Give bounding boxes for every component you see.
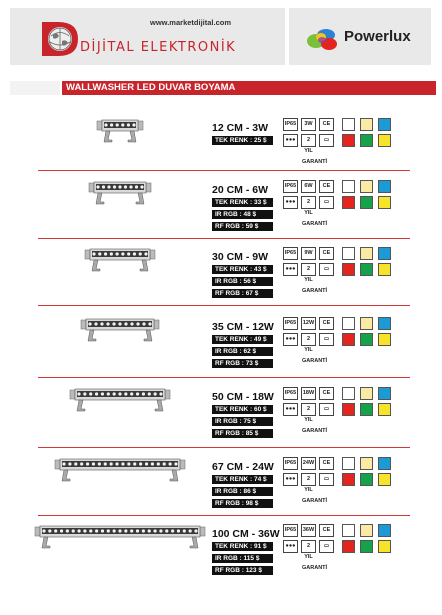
color-swatch <box>360 317 373 330</box>
product-title: 20 CM - 6W <box>212 184 269 196</box>
color-swatch <box>360 333 373 346</box>
price-rf-rgb: RF RGB : 67 $ <box>212 289 273 298</box>
color-swatch <box>378 524 391 537</box>
color-swatch <box>378 473 391 486</box>
led-icon: ●●● <box>283 473 298 486</box>
product-title: 30 CM - 9W <box>212 251 269 263</box>
color-swatch <box>378 134 391 147</box>
color-swatch <box>378 263 391 276</box>
row-divider <box>38 447 410 448</box>
price-single-color: TEK RENK : 91 $ <box>212 542 273 551</box>
color-swatch <box>360 196 373 209</box>
price-rf-rgb: RF RGB : 59 $ <box>212 222 273 231</box>
ip65-icon: IP65 <box>283 118 298 131</box>
switch-icon: ▭ <box>319 196 334 209</box>
color-swatch <box>342 134 355 147</box>
price-ir-rgb: IR RGB : 75 $ <box>212 417 273 426</box>
color-swatch <box>360 457 373 470</box>
warranty-badge: 2 YIL GARANTİ <box>301 134 316 147</box>
switch-icon: ▭ <box>319 403 334 416</box>
color-swatch <box>360 387 373 400</box>
price-rf-rgb: RF RGB : 123 $ <box>212 566 273 575</box>
price-single-color: TEK RENK : 49 $ <box>212 335 273 344</box>
led-icon: ●●● <box>283 540 298 553</box>
warranty-badge: 2 YIL GARANTİ <box>301 403 316 416</box>
warranty-badge: 2 YIL GARANTİ <box>301 540 316 553</box>
switch-icon: ▭ <box>319 473 334 486</box>
price-ir-rgb: IR RGB : 48 $ <box>212 210 273 219</box>
price-ir-rgb: IR RGB : 115 $ <box>212 554 273 563</box>
watt-badge: 3W <box>301 118 316 131</box>
color-swatch <box>342 180 355 193</box>
watt-badge: 36W <box>301 524 316 537</box>
color-swatch <box>342 403 355 416</box>
row-divider <box>38 515 410 516</box>
header-url[interactable]: www.marketdijital.com <box>150 18 231 27</box>
product-title: 50 CM - 18W <box>212 391 274 403</box>
color-swatch <box>342 247 355 260</box>
product-title: 67 CM - 24W <box>212 461 274 473</box>
product-title: 12 CM - 3W <box>212 122 269 134</box>
switch-icon: ▭ <box>319 333 334 346</box>
price-single-color: TEK RENK : 43 $ <box>212 265 273 274</box>
partner-name: Powerlux <box>344 28 411 45</box>
led-icon: ●●● <box>283 196 298 209</box>
color-swatch <box>342 263 355 276</box>
price-rf-rgb: RF RGB : 98 $ <box>212 499 273 508</box>
color-swatch <box>342 540 355 553</box>
ce-icon: CE <box>319 180 334 193</box>
ce-icon: CE <box>319 247 334 260</box>
ce-icon: CE <box>319 524 334 537</box>
color-swatch <box>342 387 355 400</box>
color-swatch <box>342 196 355 209</box>
warranty-badge: 2 YIL GARANTİ <box>301 263 316 276</box>
price-single-color: TEK RENK : 33 $ <box>212 198 273 207</box>
row-divider <box>38 377 410 378</box>
watt-badge: 18W <box>301 387 316 400</box>
price-single-color: TEK RENK : 60 $ <box>212 405 273 414</box>
wallwasher-lamp-icon <box>69 387 171 419</box>
warranty-badge: 2 YIL GARANTİ <box>301 473 316 486</box>
color-swatch <box>360 247 373 260</box>
color-swatch <box>378 387 391 400</box>
color-swatch <box>360 473 373 486</box>
row-divider <box>38 305 410 306</box>
product-title: 100 CM - 36W <box>212 528 280 540</box>
ip65-icon: IP65 <box>283 524 298 537</box>
row-divider <box>38 238 410 239</box>
banner-lead <box>10 81 60 95</box>
ip65-icon: IP65 <box>283 457 298 470</box>
dijital-logo-icon <box>38 20 80 58</box>
product-title: 35 CM - 12W <box>212 321 274 333</box>
section-title: WALLWASHER LED DUVAR BOYAMA <box>66 82 236 93</box>
ce-icon: CE <box>319 457 334 470</box>
led-icon: ●●● <box>283 263 298 276</box>
color-swatch <box>378 403 391 416</box>
color-swatch <box>378 118 391 131</box>
color-swatch <box>378 333 391 346</box>
price-ir-rgb: IR RGB : 86 $ <box>212 487 273 496</box>
ip65-icon: IP65 <box>283 180 298 193</box>
warranty-badge: 2 YIL GARANTİ <box>301 196 316 209</box>
price-rf-rgb: RF RGB : 85 $ <box>212 429 273 438</box>
color-swatch <box>342 333 355 346</box>
color-swatch <box>360 118 373 131</box>
watt-badge: 12W <box>301 317 316 330</box>
price-ir-rgb: IR RGB : 56 $ <box>212 277 273 286</box>
color-swatch <box>378 180 391 193</box>
ip65-icon: IP65 <box>283 247 298 260</box>
watt-badge: 24W <box>301 457 316 470</box>
color-swatch <box>360 524 373 537</box>
color-swatch <box>378 247 391 260</box>
wallwasher-lamp-icon <box>96 118 144 150</box>
led-icon: ●●● <box>283 333 298 346</box>
color-swatch <box>342 473 355 486</box>
price-single-color: TEK RENK : 25 $ <box>212 136 273 145</box>
led-icon: ●●● <box>283 403 298 416</box>
powerlux-logo-icon <box>302 24 342 52</box>
switch-icon: ▭ <box>319 540 334 553</box>
led-icon: ●●● <box>283 134 298 147</box>
wallwasher-lamp-icon <box>54 457 186 489</box>
color-swatch <box>360 540 373 553</box>
switch-icon: ▭ <box>319 263 334 276</box>
price-rf-rgb: RF RGB : 73 $ <box>212 359 273 368</box>
ce-icon: CE <box>319 317 334 330</box>
brand-name: DİJİTAL ELEKTRONİK <box>80 40 237 55</box>
color-swatch <box>378 457 391 470</box>
ce-icon: CE <box>319 387 334 400</box>
switch-icon: ▭ <box>319 134 334 147</box>
wallwasher-lamp-icon <box>84 247 156 279</box>
color-swatch <box>342 118 355 131</box>
ce-icon: CE <box>319 118 334 131</box>
color-swatch <box>360 403 373 416</box>
color-swatch <box>342 457 355 470</box>
row-divider <box>38 170 410 171</box>
color-swatch <box>342 317 355 330</box>
color-swatch <box>342 524 355 537</box>
color-swatch <box>378 540 391 553</box>
price-single-color: TEK RENK : 74 $ <box>212 475 273 484</box>
ip65-icon: IP65 <box>283 387 298 400</box>
color-swatch <box>378 317 391 330</box>
wallwasher-lamp-icon <box>34 524 206 556</box>
color-swatch <box>360 180 373 193</box>
warranty-badge: 2 YIL GARANTİ <box>301 333 316 346</box>
color-swatch <box>378 196 391 209</box>
watt-badge: 6W <box>301 180 316 193</box>
ip65-icon: IP65 <box>283 317 298 330</box>
wallwasher-lamp-icon <box>80 317 160 349</box>
price-ir-rgb: IR RGB : 62 $ <box>212 347 273 356</box>
color-swatch <box>360 134 373 147</box>
color-swatch <box>360 263 373 276</box>
watt-badge: 9W <box>301 247 316 260</box>
wallwasher-lamp-icon <box>88 180 152 212</box>
